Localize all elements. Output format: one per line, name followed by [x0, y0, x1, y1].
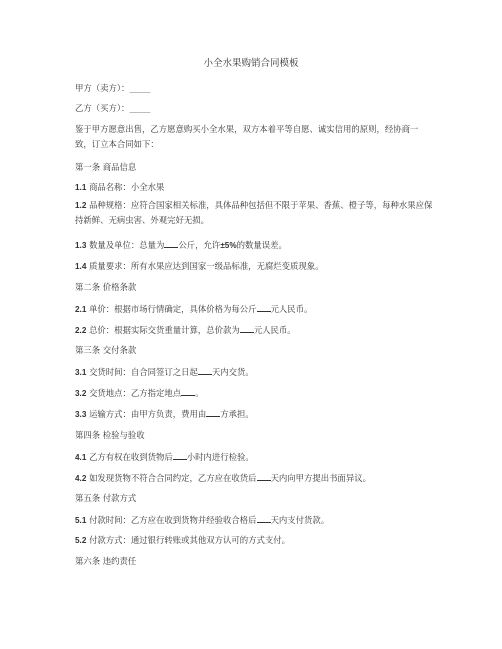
- fill-blank: [206, 407, 220, 417]
- party-b-line: [75, 102, 435, 114]
- clause-3-1: [75, 365, 435, 379]
- clause-4-2: [75, 471, 435, 485]
- clause-1-4: [75, 260, 435, 273]
- clause-number: 3.1: [75, 368, 87, 377]
- clause-number: 1.1: [75, 183, 87, 192]
- clause-text: 品种规格：应符合国家相关标准，具体品种包括但不限于苹果、香蕉、橙子等，每种水果应保持新鲜、无病虫害、外观完好无损。: [75, 200, 433, 225]
- clause-text: 的数量误差。: [236, 240, 287, 250]
- clause-number: 4.1: [75, 453, 87, 462]
- clause-number: 2.2: [75, 326, 87, 335]
- fill-blank: [173, 450, 187, 460]
- clause-text: 付款时间：乙方应在收到货物并经验收合格后: [89, 515, 257, 525]
- party-b-blank: _____: [129, 103, 151, 113]
- clause-text: 交货时间：自合同签订之日起: [89, 367, 198, 377]
- section-heading: 第三条 交付条款: [75, 345, 137, 355]
- clause-text: 如发现货物不符合合同约定，乙方应在收货后: [89, 473, 257, 483]
- fill-blank: [181, 386, 195, 396]
- clause-number: 1.3: [75, 241, 87, 250]
- clause-text: 单价：根据市场行情确定，具体价格为每公斤: [89, 304, 257, 314]
- clause-text: 天内支付货款。: [270, 515, 330, 525]
- document-title: 小全水果购销合同模板: [203, 58, 299, 69]
- clause-text: 质量要求：所有水果应达到国家一级品标准，无腐烂变质现象。: [89, 261, 324, 271]
- party-a-label: 甲方（卖方）：: [75, 83, 130, 93]
- clause-number: 5.2: [75, 536, 87, 545]
- section-heading: 第二条 价格条款: [75, 282, 137, 292]
- clause-number: 2.1: [75, 305, 87, 314]
- clause-text: 付款方式：通过银行转账或其他双方认可的方式支付。: [89, 535, 291, 545]
- clause-text: 方承担。: [220, 409, 254, 419]
- section-heading: 第一条 商品信息: [75, 162, 137, 172]
- clause-text: 交货地点：乙方指定地点: [89, 388, 182, 398]
- fill-blank: [257, 302, 271, 312]
- party-b-label: 乙方（买方）：: [75, 103, 130, 113]
- section-heading: 第六条 违约责任: [75, 556, 137, 566]
- clause-number: 3.3: [75, 410, 87, 419]
- clause-2-2: [75, 323, 435, 337]
- clause-text: 总价：根据实际交货重量计算，总价款为: [89, 325, 240, 335]
- clause-text: 。: [195, 388, 204, 398]
- clause-text: 元人民币。: [253, 325, 296, 335]
- clause-number: 1.2: [75, 201, 87, 210]
- clause-1-1: [75, 181, 435, 194]
- clause-1-3: [75, 238, 435, 252]
- party-a-line: [75, 82, 435, 94]
- clause-text: 天内向甲方提出书面异议。: [270, 473, 372, 483]
- clause-text: 元人民币。: [270, 304, 313, 314]
- clause-number: 3.2: [75, 389, 87, 398]
- clause-2-1: [75, 302, 435, 316]
- clause-text: 商品名称：小全水果: [89, 182, 165, 192]
- party-a-blank: _____: [129, 83, 151, 93]
- section-heading: 第五条 付款方式: [75, 493, 137, 503]
- clause-number: 5.1: [75, 516, 87, 525]
- clause-number: 4.2: [75, 474, 87, 483]
- clause-text: 小时内进行检验。: [186, 452, 254, 462]
- clause-text: 乙方有权在收到货物后: [89, 452, 173, 462]
- clause-4-1: [75, 450, 435, 464]
- clause-number: 1.4: [75, 262, 87, 271]
- clause-text: 运输方式：由甲方负责，费用由: [89, 409, 207, 419]
- percent-value: ±5%: [220, 241, 237, 250]
- clause-text: 天内交货。: [211, 367, 254, 377]
- intro-paragraph: 鉴于甲方愿意出售，乙方愿意购买小全水果，双方本着平等自愿、诚实信用的原则，经协商一致，订立本合同如下：: [75, 124, 419, 149]
- clause-text: 公斤，允许: [178, 240, 221, 250]
- fill-blank: [257, 471, 271, 481]
- clause-5-1: [75, 513, 435, 527]
- fill-blank: [164, 238, 178, 248]
- fill-blank: [257, 513, 271, 523]
- clause-1-2: [75, 198, 435, 228]
- clause-5-2: [75, 534, 435, 547]
- fill-blank: [240, 323, 254, 333]
- clause-3-2: [75, 386, 435, 400]
- fill-blank: [198, 365, 212, 375]
- clause-3-3: [75, 407, 435, 421]
- clause-text: 数量及单位：总量为: [89, 240, 165, 250]
- section-heading: 第四条 检验与验收: [75, 430, 145, 440]
